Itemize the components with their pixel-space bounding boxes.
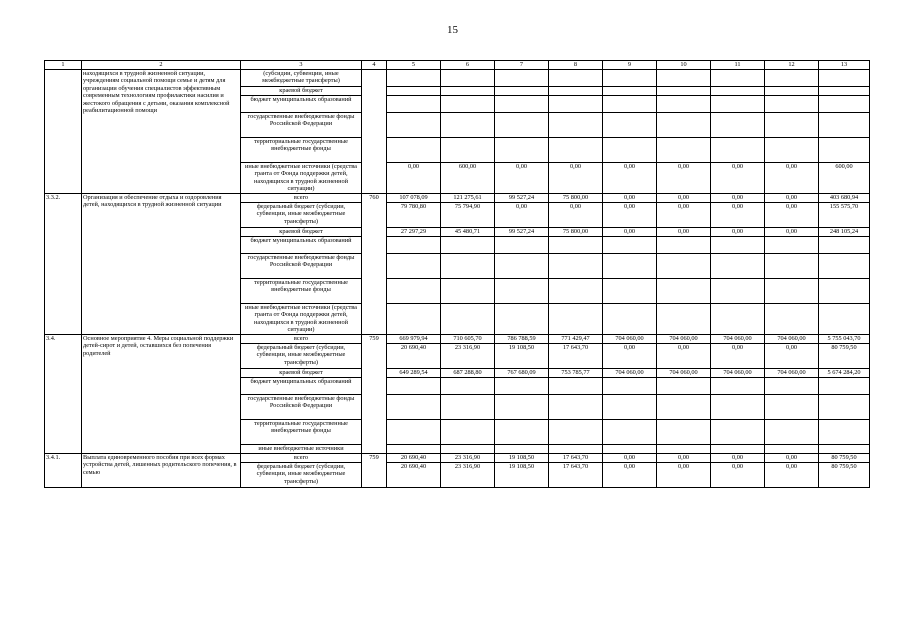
funding-source: краевой бюджет xyxy=(241,228,362,237)
amount-cell xyxy=(603,87,657,96)
amount-cell xyxy=(603,138,657,163)
header-cell: 3 xyxy=(241,61,362,70)
amount-cell xyxy=(495,420,549,445)
amount-cell: 600,00 xyxy=(441,163,495,194)
amount-cell: 771 429,47 xyxy=(549,335,603,344)
executor-code: 759 xyxy=(362,454,387,488)
funding-source: государственные внебюджетные фонды Российской Федерации xyxy=(241,395,362,420)
amount-cell xyxy=(549,113,603,138)
amount-cell: 600,00 xyxy=(819,163,870,194)
amount-cell xyxy=(549,420,603,445)
funding-source: территориальные государственные внебюджетные фонды xyxy=(241,420,362,445)
amount-cell: 19 108,50 xyxy=(495,454,549,463)
amount-cell xyxy=(549,395,603,420)
amount-cell: 704 060,00 xyxy=(711,335,765,344)
amount-cell: 0,00 xyxy=(657,454,711,463)
amount-cell xyxy=(549,237,603,254)
item-number xyxy=(45,70,82,194)
amount-cell xyxy=(765,70,819,87)
amount-cell xyxy=(657,279,711,304)
amount-cell: 19 108,50 xyxy=(495,463,549,488)
table-row xyxy=(45,194,870,203)
amount-cell xyxy=(441,254,495,279)
amount-cell: 0,00 xyxy=(657,228,711,237)
amount-cell xyxy=(603,254,657,279)
amount-cell: 0,00 xyxy=(765,344,819,369)
funding-source: (субсидии, субвенции, иные межбюджетные трансферты) xyxy=(241,70,362,87)
amount-cell: 75 800,00 xyxy=(549,194,603,203)
amount-cell: 0,00 xyxy=(549,163,603,194)
amount-cell: 155 575,70 xyxy=(819,203,870,228)
amount-cell: 20 690,40 xyxy=(387,463,441,488)
amount-cell xyxy=(387,70,441,87)
amount-cell: 0,00 xyxy=(711,344,765,369)
amount-cell xyxy=(495,395,549,420)
amount-cell: 45 480,71 xyxy=(441,228,495,237)
header-cell: 8 xyxy=(549,61,603,70)
table-row xyxy=(45,454,870,463)
item-number: 3.4. xyxy=(45,335,82,454)
header-cell: 1 xyxy=(45,61,82,70)
amount-cell xyxy=(387,378,441,395)
amount-cell xyxy=(387,420,441,445)
amount-cell: 19 108,50 xyxy=(495,344,549,369)
amount-cell xyxy=(819,113,870,138)
amount-cell: 0,00 xyxy=(603,203,657,228)
table-row xyxy=(45,70,870,87)
amount-cell: 5 755 043,70 xyxy=(819,335,870,344)
amount-cell: 704 060,00 xyxy=(657,335,711,344)
funding-source: бюджет муниципальных образований xyxy=(241,378,362,395)
amount-cell xyxy=(387,138,441,163)
amount-cell xyxy=(765,420,819,445)
amount-cell xyxy=(711,70,765,87)
amount-cell: 0,00 xyxy=(603,463,657,488)
amount-cell xyxy=(441,279,495,304)
amount-cell xyxy=(495,87,549,96)
amount-cell: 0,00 xyxy=(765,163,819,194)
amount-cell: 75 800,00 xyxy=(549,228,603,237)
amount-cell xyxy=(819,395,870,420)
amount-cell: 79 780,80 xyxy=(387,203,441,228)
amount-cell xyxy=(711,138,765,163)
amount-cell xyxy=(603,378,657,395)
amount-cell: 0,00 xyxy=(387,163,441,194)
amount-cell: 0,00 xyxy=(765,454,819,463)
amount-cell xyxy=(819,138,870,163)
amount-cell xyxy=(387,113,441,138)
amount-cell xyxy=(711,254,765,279)
amount-cell: 704 060,00 xyxy=(765,335,819,344)
amount-cell: 403 680,94 xyxy=(819,194,870,203)
amount-cell: 786 788,59 xyxy=(495,335,549,344)
amount-cell xyxy=(657,87,711,96)
amount-cell: 0,00 xyxy=(711,163,765,194)
amount-cell xyxy=(441,237,495,254)
amount-cell xyxy=(441,87,495,96)
amount-cell xyxy=(387,445,441,454)
item-name: Выплата единовременного пособия при всех формах устройства детей, лишенных родительского попечения, в семью xyxy=(82,454,241,488)
header-cell: 13 xyxy=(819,61,870,70)
amount-cell xyxy=(711,96,765,113)
amount-cell xyxy=(387,395,441,420)
amount-cell xyxy=(441,96,495,113)
amount-cell: 99 527,24 xyxy=(495,194,549,203)
amount-cell: 75 794,90 xyxy=(441,203,495,228)
item-name: Основное мероприятие 4. Меры социальной поддержки детей-сирот и детей, оставшихся без попечения родителей xyxy=(82,335,241,454)
executor-code: 760 xyxy=(362,194,387,335)
amount-cell xyxy=(711,445,765,454)
amount-cell xyxy=(495,378,549,395)
amount-cell: 0,00 xyxy=(765,228,819,237)
amount-cell: 248 105,24 xyxy=(819,228,870,237)
amount-cell: 5 674 284,20 xyxy=(819,369,870,378)
amount-cell xyxy=(819,87,870,96)
amount-cell: 710 605,70 xyxy=(441,335,495,344)
amount-cell xyxy=(765,445,819,454)
amount-cell: 704 060,00 xyxy=(603,369,657,378)
amount-cell: 107 078,09 xyxy=(387,194,441,203)
amount-cell xyxy=(387,237,441,254)
amount-cell: 17 643,70 xyxy=(549,454,603,463)
amount-cell xyxy=(387,304,441,335)
amount-cell: 99 527,24 xyxy=(495,228,549,237)
header-cell: 12 xyxy=(765,61,819,70)
amount-cell xyxy=(549,279,603,304)
amount-cell: 649 289,54 xyxy=(387,369,441,378)
executor-code: 759 xyxy=(362,335,387,454)
amount-cell xyxy=(657,70,711,87)
amount-cell: 0,00 xyxy=(603,228,657,237)
amount-cell xyxy=(603,96,657,113)
amount-cell: 0,00 xyxy=(657,194,711,203)
amount-cell xyxy=(441,304,495,335)
funding-source: бюджет муниципальных образований xyxy=(241,237,362,254)
amount-cell: 121 275,61 xyxy=(441,194,495,203)
amount-cell: 0,00 xyxy=(495,203,549,228)
funding-source: всего xyxy=(241,335,362,344)
amount-cell xyxy=(549,304,603,335)
amount-cell xyxy=(387,279,441,304)
item-name: Организация и обеспечение отдыха и оздоровления детей, находящихся в трудной жизненной ситуации xyxy=(82,194,241,335)
amount-cell xyxy=(549,138,603,163)
amount-cell xyxy=(603,445,657,454)
amount-cell: 80 759,50 xyxy=(819,344,870,369)
header-row xyxy=(45,61,870,70)
amount-cell xyxy=(495,254,549,279)
amount-cell xyxy=(819,445,870,454)
amount-cell xyxy=(495,279,549,304)
amount-cell: 687 288,80 xyxy=(441,369,495,378)
amount-cell: 0,00 xyxy=(657,163,711,194)
amount-cell: 0,00 xyxy=(765,194,819,203)
funding-source: федеральный бюджет (субсидии, субвенции, иные межбюджетные трансферты) xyxy=(241,344,362,369)
amount-cell xyxy=(603,113,657,138)
amount-cell xyxy=(711,113,765,138)
amount-cell xyxy=(711,304,765,335)
amount-cell: 0,00 xyxy=(711,203,765,228)
amount-cell xyxy=(657,445,711,454)
amount-cell: 0,00 xyxy=(549,203,603,228)
executor-code xyxy=(362,70,387,194)
amount-cell xyxy=(549,96,603,113)
amount-cell xyxy=(495,138,549,163)
amount-cell xyxy=(495,113,549,138)
item-number: 3.3.2. xyxy=(45,194,82,335)
funding-source: краевой бюджет xyxy=(241,369,362,378)
header-cell: 9 xyxy=(603,61,657,70)
funding-source: всего xyxy=(241,454,362,463)
amount-cell: 0,00 xyxy=(657,344,711,369)
amount-cell xyxy=(711,279,765,304)
amount-cell: 23 316,90 xyxy=(441,344,495,369)
funding-source: всего xyxy=(241,194,362,203)
amount-cell xyxy=(549,70,603,87)
funding-source: федеральный бюджет (субсидии, субвенции, иные межбюджетные трансферты) xyxy=(241,463,362,488)
amount-cell xyxy=(765,254,819,279)
amount-cell xyxy=(765,279,819,304)
amount-cell: 0,00 xyxy=(657,203,711,228)
amount-cell: 0,00 xyxy=(711,228,765,237)
header-cell: 7 xyxy=(495,61,549,70)
amount-cell xyxy=(657,420,711,445)
amount-cell xyxy=(549,445,603,454)
amount-cell xyxy=(765,237,819,254)
amount-cell xyxy=(819,304,870,335)
amount-cell xyxy=(495,445,549,454)
amount-cell xyxy=(711,395,765,420)
amount-cell xyxy=(711,237,765,254)
amount-cell: 753 785,77 xyxy=(549,369,603,378)
budget-table xyxy=(44,60,870,488)
amount-cell: 669 979,94 xyxy=(387,335,441,344)
amount-cell xyxy=(441,70,495,87)
amount-cell xyxy=(495,96,549,113)
amount-cell xyxy=(657,113,711,138)
amount-cell: 0,00 xyxy=(711,454,765,463)
funding-source: государственные внебюджетные фонды Российской Федерации xyxy=(241,113,362,138)
amount-cell xyxy=(441,395,495,420)
amount-cell: 80 759,50 xyxy=(819,454,870,463)
amount-cell xyxy=(387,96,441,113)
amount-cell xyxy=(549,254,603,279)
amount-cell: 0,00 xyxy=(603,344,657,369)
amount-cell xyxy=(387,87,441,96)
amount-cell: 20 690,40 xyxy=(387,454,441,463)
amount-cell: 0,00 xyxy=(765,463,819,488)
funding-source: государственные внебюджетные фонды Российской Федерации xyxy=(241,254,362,279)
funding-source: федеральный бюджет (субсидии, субвенции, иные межбюджетные трансферты) xyxy=(241,203,362,228)
amount-cell: 20 690,40 xyxy=(387,344,441,369)
amount-cell xyxy=(657,254,711,279)
amount-cell: 704 060,00 xyxy=(765,369,819,378)
amount-cell: 17 643,70 xyxy=(549,344,603,369)
amount-cell: 0,00 xyxy=(711,463,765,488)
amount-cell xyxy=(711,420,765,445)
amount-cell xyxy=(819,420,870,445)
funding-source: бюджет муниципальных образований xyxy=(241,96,362,113)
header-cell: 4 xyxy=(362,61,387,70)
amount-cell: 17 643,70 xyxy=(549,463,603,488)
amount-cell xyxy=(765,87,819,96)
table-row xyxy=(45,335,870,344)
amount-cell xyxy=(441,113,495,138)
amount-cell xyxy=(657,237,711,254)
amount-cell: 704 060,00 xyxy=(603,335,657,344)
header-cell: 11 xyxy=(711,61,765,70)
amount-cell: 80 759,50 xyxy=(819,463,870,488)
amount-cell: 0,00 xyxy=(657,463,711,488)
amount-cell xyxy=(711,87,765,96)
amount-cell xyxy=(603,279,657,304)
funding-source: краевой бюджет xyxy=(241,87,362,96)
amount-cell xyxy=(657,138,711,163)
amount-cell xyxy=(765,96,819,113)
amount-cell xyxy=(711,378,765,395)
funding-source: территориальные государственные внебюджетные фонды xyxy=(241,279,362,304)
amount-cell xyxy=(765,113,819,138)
amount-cell xyxy=(765,304,819,335)
amount-cell xyxy=(495,237,549,254)
funding-source: иные внебюджетные источники xyxy=(241,445,362,454)
amount-cell: 767 680,09 xyxy=(495,369,549,378)
amount-cell xyxy=(441,378,495,395)
amount-cell: 23 316,90 xyxy=(441,463,495,488)
amount-cell: 0,00 xyxy=(603,163,657,194)
budget-table-body xyxy=(45,61,870,488)
amount-cell xyxy=(603,70,657,87)
amount-cell xyxy=(819,70,870,87)
amount-cell xyxy=(387,254,441,279)
amount-cell xyxy=(657,304,711,335)
amount-cell xyxy=(549,87,603,96)
amount-cell xyxy=(495,304,549,335)
amount-cell: 27 297,29 xyxy=(387,228,441,237)
amount-cell: 0,00 xyxy=(711,194,765,203)
amount-cell xyxy=(819,254,870,279)
header-cell: 10 xyxy=(657,61,711,70)
amount-cell xyxy=(819,378,870,395)
funding-source: территориальные государственные внебюджетные фонды xyxy=(241,138,362,163)
amount-cell xyxy=(765,378,819,395)
amount-cell xyxy=(603,420,657,445)
amount-cell xyxy=(549,378,603,395)
amount-cell xyxy=(495,70,549,87)
amount-cell xyxy=(441,445,495,454)
amount-cell xyxy=(819,279,870,304)
funding-source: иные внебюджетные источники (средства гранта от Фонда поддержки детей, находящихся в трудной жизненной ситуации) xyxy=(241,304,362,335)
amount-cell: 23 316,90 xyxy=(441,454,495,463)
header-cell: 2 xyxy=(82,61,241,70)
header-cell: 5 xyxy=(387,61,441,70)
amount-cell: 0,00 xyxy=(495,163,549,194)
amount-cell xyxy=(765,395,819,420)
item-number: 3.4.1. xyxy=(45,454,82,488)
amount-cell xyxy=(657,378,711,395)
amount-cell xyxy=(765,138,819,163)
funding-source: иные внебюджетные источники (средства гранта от Фонда поддержки детей, находящихся в трудной жизненной ситуации) xyxy=(241,163,362,194)
amount-cell xyxy=(603,395,657,420)
amount-cell xyxy=(603,237,657,254)
amount-cell: 704 060,00 xyxy=(657,369,711,378)
amount-cell: 0,00 xyxy=(765,203,819,228)
item-name: находящихся в трудной жизненной ситуации, учреждениям социальной помощи семье и детям для организации обучения специалистов эффективным современным технологиям профилактики насилия и жестокого обращения с детьми, оказания комплексной реабилитационной помощи xyxy=(82,70,241,194)
amount-cell: 0,00 xyxy=(603,454,657,463)
header-cell: 6 xyxy=(441,61,495,70)
amount-cell xyxy=(441,420,495,445)
amount-cell xyxy=(603,304,657,335)
amount-cell: 704 060,00 xyxy=(711,369,765,378)
amount-cell xyxy=(657,96,711,113)
page-number: 15 xyxy=(447,24,458,36)
amount-cell xyxy=(441,138,495,163)
amount-cell xyxy=(819,96,870,113)
amount-cell: 0,00 xyxy=(603,194,657,203)
amount-cell xyxy=(819,237,870,254)
amount-cell xyxy=(657,395,711,420)
